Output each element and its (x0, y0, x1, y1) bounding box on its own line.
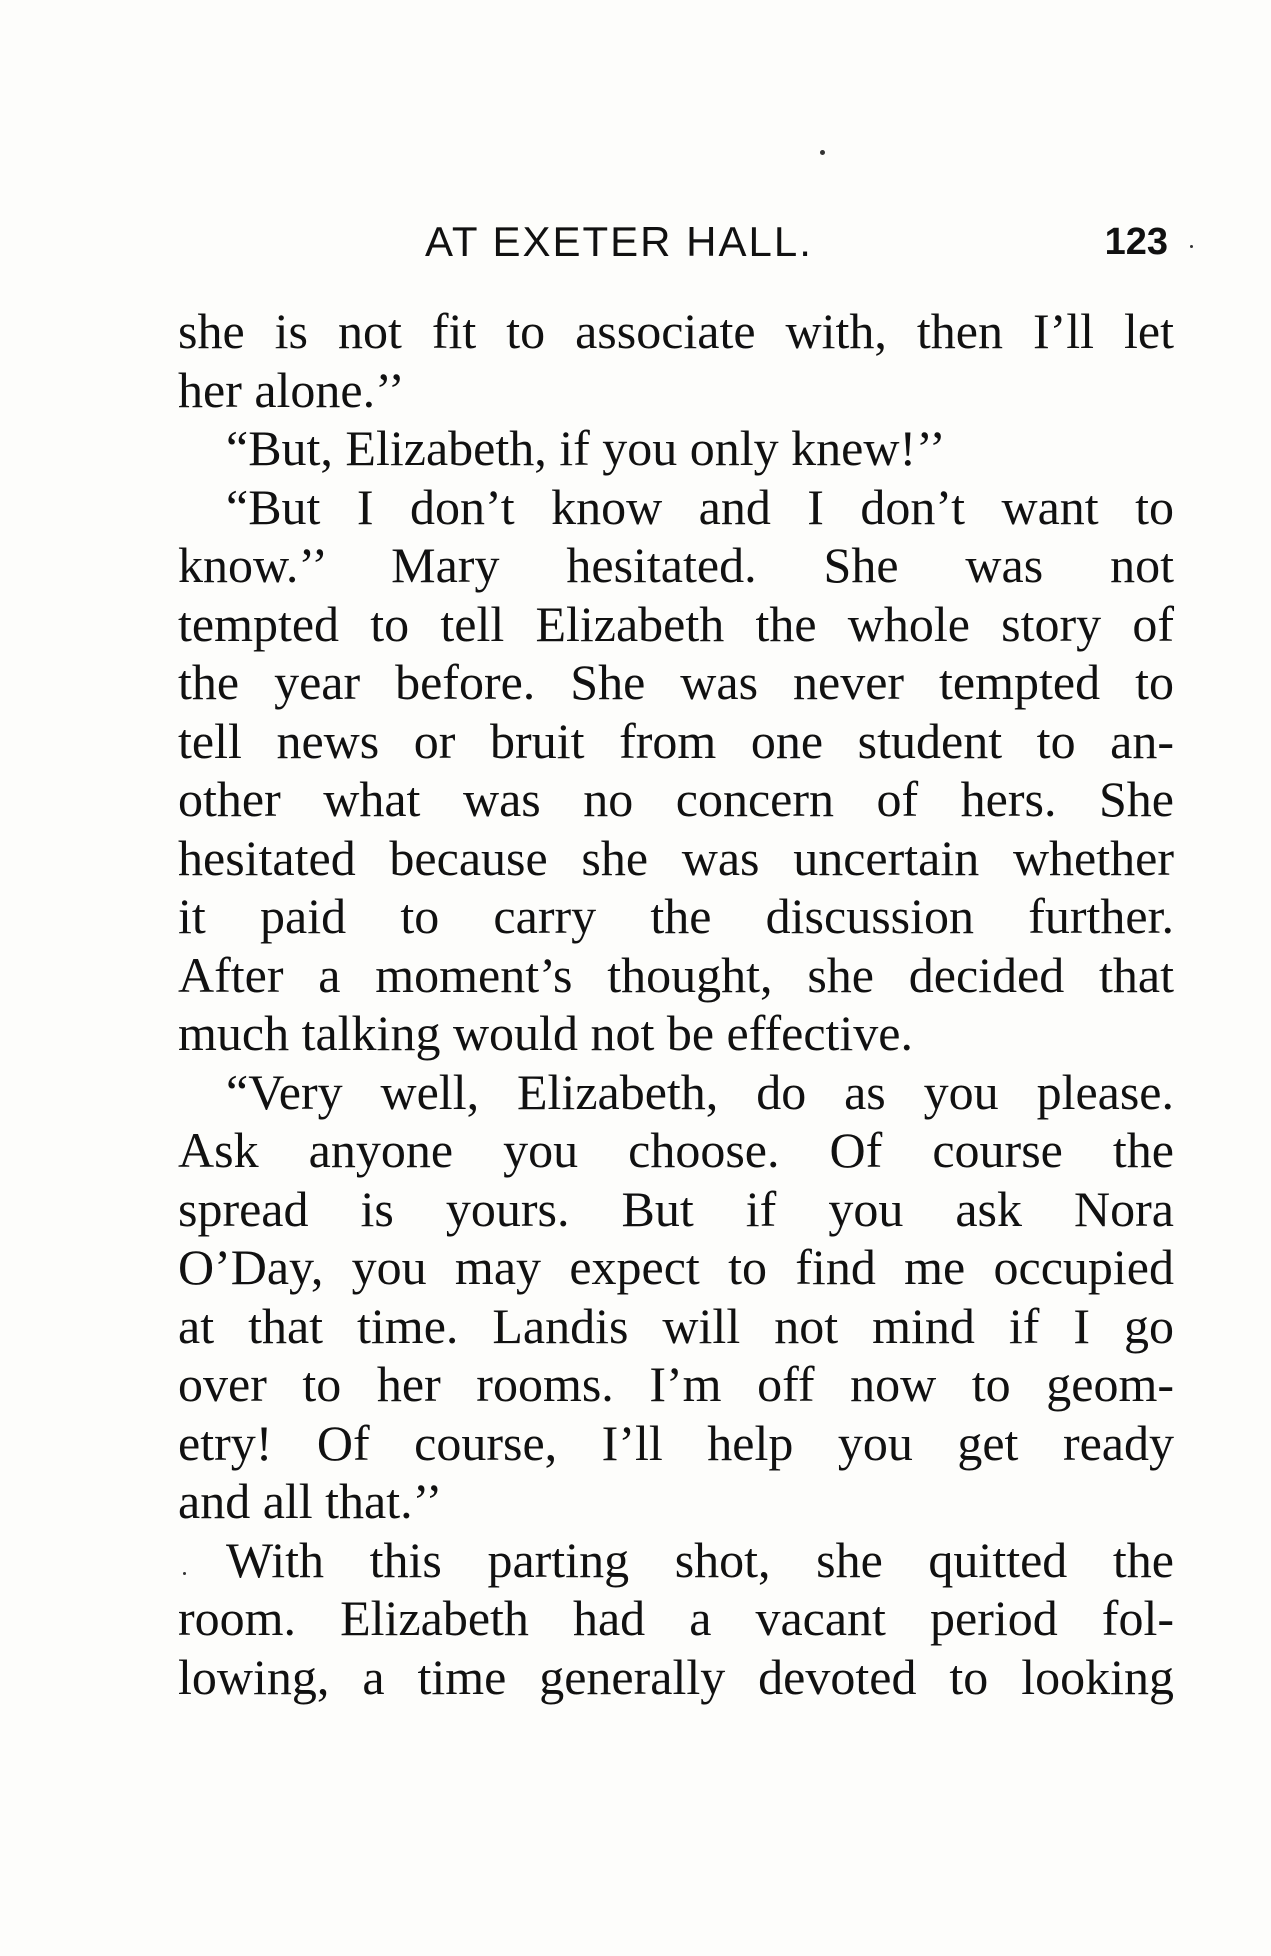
text-line: After a moment’s thought, she decided that (178, 946, 1174, 1003)
body-text (178, 302, 1174, 1706)
text-line: room. Elizabeth had a vacant period fol- (178, 1590, 1174, 1646)
text-line: over to her rooms. I’m off now to geom- (178, 1356, 1174, 1412)
text-line: it paid to carry the discussion further. (178, 888, 1174, 944)
text-line: and all that.’’ (178, 1473, 443, 1529)
page-number: 123 (1104, 221, 1168, 263)
scan-speck (1190, 245, 1193, 248)
scan-speck (820, 150, 825, 155)
text-line: With this parting shot, she quitted the (226, 1531, 1174, 1588)
scan-speck (183, 1572, 186, 1575)
text-line: know.’’ Mary hesitated. She was not (178, 537, 1174, 593)
text-line: spread is yours. But if you ask Nora (178, 1180, 1174, 1237)
text-line: “Very well, Elizabeth, do as you please. (226, 1063, 1174, 1120)
text-line: her alone.’’ (178, 361, 405, 418)
text-line: at that time. Landis will not mind if I go (178, 1297, 1174, 1354)
text-line: lowing, a time generally devoted to looking (178, 1648, 1174, 1705)
running-head: AT EXETER HALL. (425, 218, 813, 265)
text-line: etry! Of course, I’ll help you get ready (178, 1414, 1174, 1471)
text-line: she is not fit to associate with, then I’ll let (178, 303, 1174, 359)
text-line: “But, Elizabeth, if you only knew!’’ (226, 420, 946, 476)
text-line: other what was no concern of hers. She (178, 771, 1174, 827)
text-line: tell news or bruit from one student to an- (178, 712, 1174, 769)
text-line: hesitated because she was uncertain whether (178, 829, 1174, 886)
text-line: O’Day, you may expect to find me occupied (178, 1239, 1174, 1295)
page-header (178, 212, 1174, 272)
text-line: Ask anyone you choose. Of course the (178, 1122, 1174, 1178)
text-line: tempted to tell Elizabeth the whole story of (178, 595, 1174, 652)
text-line: the year before. She was never tempted to (178, 654, 1174, 710)
text-line: “But I don’t know and I don’t want to (226, 478, 1174, 535)
text-line: much talking would not be effective. (178, 1005, 913, 1061)
